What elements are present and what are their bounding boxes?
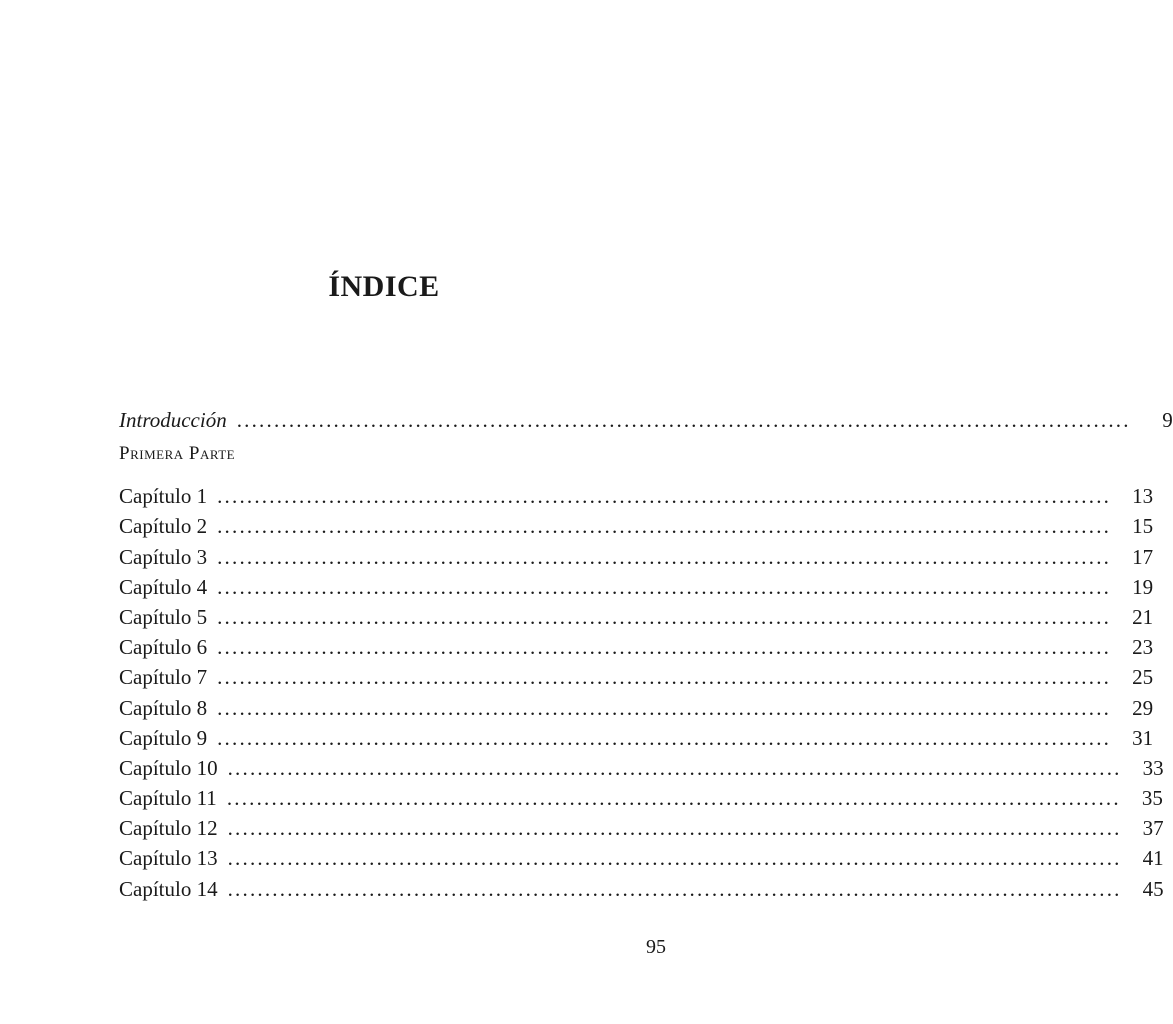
toc-entry-introduction[interactable] (119, 405, 1173, 435)
toc-entry-page: 45 (1142, 876, 1164, 901)
toc-entry-page: 33 (1142, 755, 1164, 780)
toc-entry-page: 37 (1142, 816, 1164, 841)
dot-leader: ........................................................................................................................ (227, 816, 1122, 841)
dot-leader: ........................................................................................................................ (217, 725, 1112, 750)
toc-entry-label: Introducción (119, 408, 227, 432)
dot-leader: ........................................................................................................................ (227, 846, 1122, 871)
toc-entry-label: Capítulo 10 (119, 755, 218, 780)
dot-leader: ........................................................................................................................ (226, 786, 1121, 811)
toc-entry-label: Capítulo 13 (119, 846, 218, 871)
toc-entry-chapter[interactable] (119, 511, 1154, 541)
toc-entry-chapter[interactable] (119, 632, 1154, 662)
toc-entry-chapter[interactable] (119, 813, 1164, 843)
toc-entry-page: 35 (1141, 786, 1163, 811)
toc-entry-page: 31 (1132, 725, 1154, 750)
toc-entry-label: Capítulo 1 (119, 484, 208, 509)
toc-entry-chapter[interactable] (119, 542, 1154, 572)
toc-entry-page: 15 (1132, 514, 1154, 539)
toc-entry-chapter[interactable] (119, 783, 1163, 813)
toc-entry-page: 21 (1132, 604, 1154, 629)
toc-entry-page: 13 (1132, 484, 1154, 509)
toc-entry-chapter[interactable] (119, 662, 1154, 692)
toc-entry-chapter[interactable] (119, 602, 1154, 632)
dot-leader: ........................................................................................................................ (217, 604, 1112, 629)
toc-entry-label: Capítulo 14 (119, 876, 218, 901)
dot-leader: ........................................................................................................................ (217, 665, 1112, 690)
toc-entry-page: 17 (1132, 544, 1154, 569)
table-of-contents (119, 405, 1173, 904)
dot-leader: ........................................................................................................................ (236, 408, 1131, 432)
toc-entry-chapter[interactable] (119, 693, 1154, 723)
dot-leader: ........................................................................................................................ (227, 876, 1122, 901)
part-heading: Primera Parte (119, 443, 236, 465)
dot-leader: ........................................................................................................................ (217, 695, 1112, 720)
chapter-list (119, 481, 1164, 904)
toc-entry-label: Capítulo 9 (119, 725, 208, 750)
toc-entry-label: Capítulo 2 (119, 514, 208, 539)
dot-leader: ........................................................................................................................ (217, 514, 1112, 539)
page-title: ÍNDICE (328, 270, 440, 303)
dot-leader: ........................................................................................................................ (217, 574, 1112, 599)
toc-entry-chapter[interactable] (119, 481, 1154, 511)
toc-entry-label: Capítulo 11 (119, 786, 217, 811)
toc-entry-chapter[interactable] (119, 753, 1164, 783)
toc-entry-chapter[interactable] (119, 874, 1164, 904)
dot-leader: ........................................................................................................................ (217, 635, 1112, 660)
toc-entry-page: 19 (1132, 574, 1154, 599)
toc-entry-label: Capítulo 7 (119, 665, 208, 690)
dot-leader: ........................................................................................................................ (217, 484, 1112, 509)
toc-entry-chapter[interactable] (119, 843, 1164, 873)
toc-entry-label: Capítulo 5 (119, 604, 208, 629)
page-number: 95 (646, 936, 666, 958)
toc-entry-chapter[interactable] (119, 723, 1154, 753)
toc-entry-label: Capítulo 6 (119, 635, 208, 660)
toc-entry-chapter[interactable] (119, 572, 1154, 602)
toc-entry-label: Capítulo 8 (119, 695, 208, 720)
toc-entry-page: 23 (1132, 635, 1154, 660)
toc-entry-page: 41 (1142, 846, 1164, 871)
toc-entry-label: Capítulo 4 (119, 574, 208, 599)
dot-leader: ........................................................................................................................ (227, 755, 1122, 780)
dot-leader: ........................................................................................................................ (217, 544, 1112, 569)
toc-entry-label: Capítulo 3 (119, 544, 208, 569)
toc-entry-page: 25 (1132, 665, 1154, 690)
toc-entry-page: 29 (1132, 695, 1154, 720)
toc-entry-label: Capítulo 12 (119, 816, 218, 841)
toc-entry-page: 9 (1162, 408, 1173, 432)
